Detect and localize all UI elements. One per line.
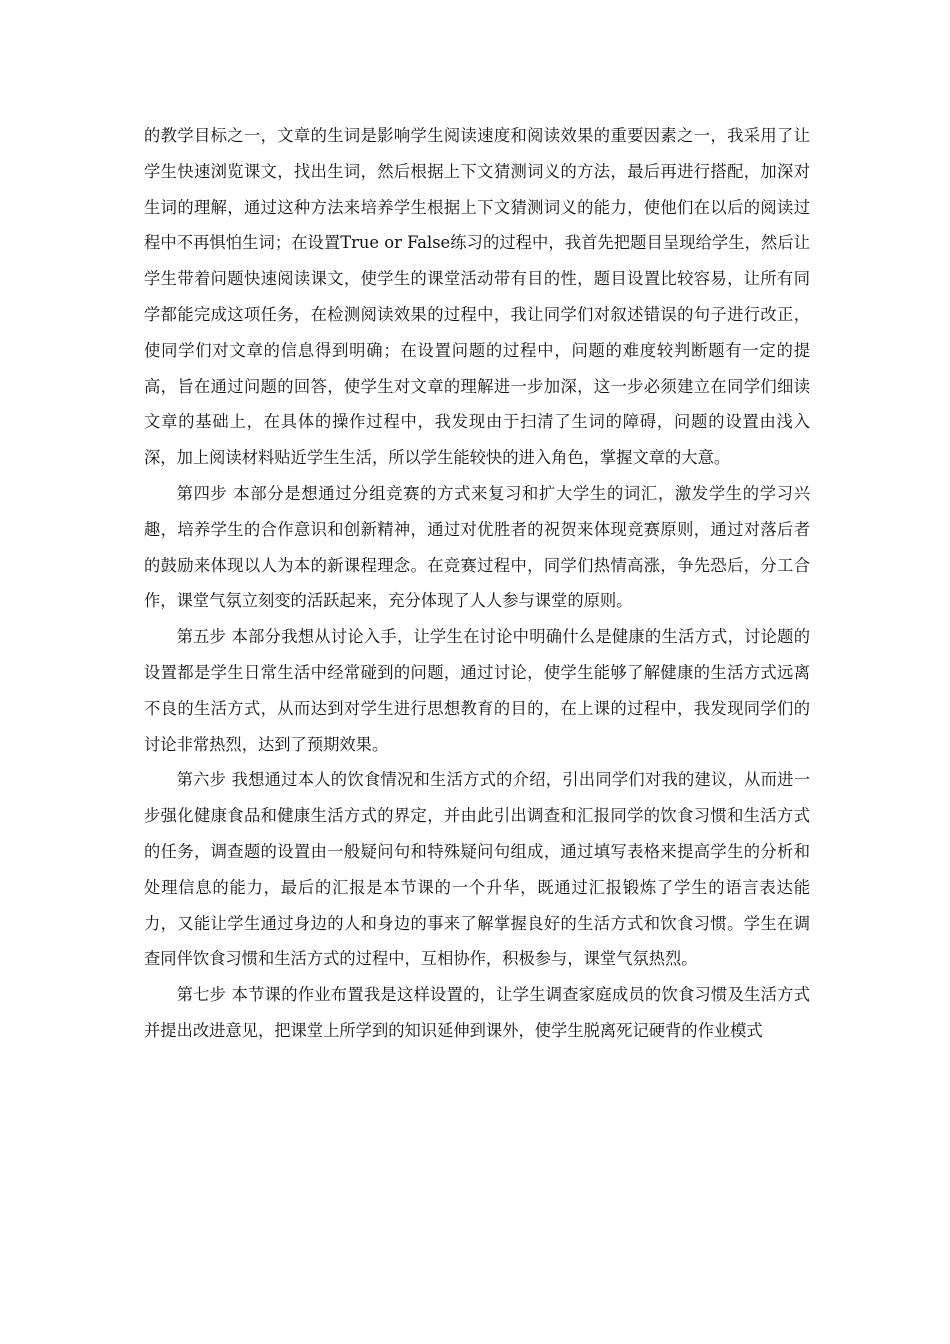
paragraph-continuation: 的教学目标之一，文章的生词是影响学生阅读速度和阅读效果的重要因素之一，我采用了让学生快速浏览课文，找出生词，然后根据上下文猜测词义的方法，最后再进行搭配，加深对生词的理解，通过这种方法来培养学生根据上下文猜测词义的能力，使他们在以后的阅读过程中不再惧怕生词；在设置True or False练习的过程中，我首先把题目呈现给学生，然后让学生带着问题快速阅读课文，使学生的课堂活动带有目的性，题目设置比较容易，让所有同学都能完成这项任务，在检测阅读效果的过程中，我让同学们对叙述错误的句子进行改正，使同学们对文章的信息得到明确；在设置问题的过程中，问题的难度较判断题有一定的提高，旨在通过问题的回答，使学生对文章的理解进一步加深，这一步必须建立在同学们细读文章的基础上，在具体的操作过程中，我发现由于扫清了生词的障碍，问题的设置由浅入深，加上阅读材料贴近学生生活，所以学生能较快的进入角色，掌握文章的大意。 [144, 126, 810, 468]
paragraph-step-six: 第六步 我想通过本人的饮食情况和生活方式的介绍，引出同学们对我的建议，从而进一步强化健康食品和健康生活方式的界定，并由此引出调查和汇报同学的饮食习惯和生活方式的任务，调查题的设置由一般疑问句和特殊疑问句组成，通过填写表格来提高学生的分析和处理信息的能力，最后的汇报是本节课的一个升华，既通过汇报锻炼了学生的语言表达能力，又能让学生通过身边的人和身边的事来了解掌握良好的生活方式和饮食习惯。学生在调查同伴饮食习惯和生活方式的过程中，互相协作，积极参与，课堂气氛热烈。 [144, 770, 810, 969]
paragraph-step-seven: 第七步 本节课的作业布置我是这样设置的，让学生调查家庭成员的饮食习惯及生活方式并提出改进意见，把课堂上所学到的知识延伸到课外，使学生脱离死记硬背的作业模式 [144, 985, 810, 1040]
document-body [144, 118, 810, 1049]
paragraph-step-five: 第五步 本部分我想从讨论入手，让学生在讨论中明确什么是健康的生活方式，讨论题的设置都是学生日常生活中经常碰到的问题，通过讨论，使学生能够了解健康的生活方式远离不良的生活方式，从而达到对学生进行思想教育的目的，在上课的过程中，我发现同学们的讨论非常热烈，达到了预期效果。 [144, 627, 810, 754]
paragraph-step-four: 第四步 本部分是想通过分组竞赛的方式来复习和扩大学生的词汇，激发学生的学习兴趣，培养学生的合作意识和创新精神，通过对优胜者的祝贺来体现竞赛原则，通过对落后者的鼓励来体现以人为本的新课程理念。在竞赛过程中，同学们热情高涨，争先恐后，分工合作，课堂气氛立刻变的活跃起来，充分体现了人人参与课堂的原则。 [144, 483, 810, 611]
